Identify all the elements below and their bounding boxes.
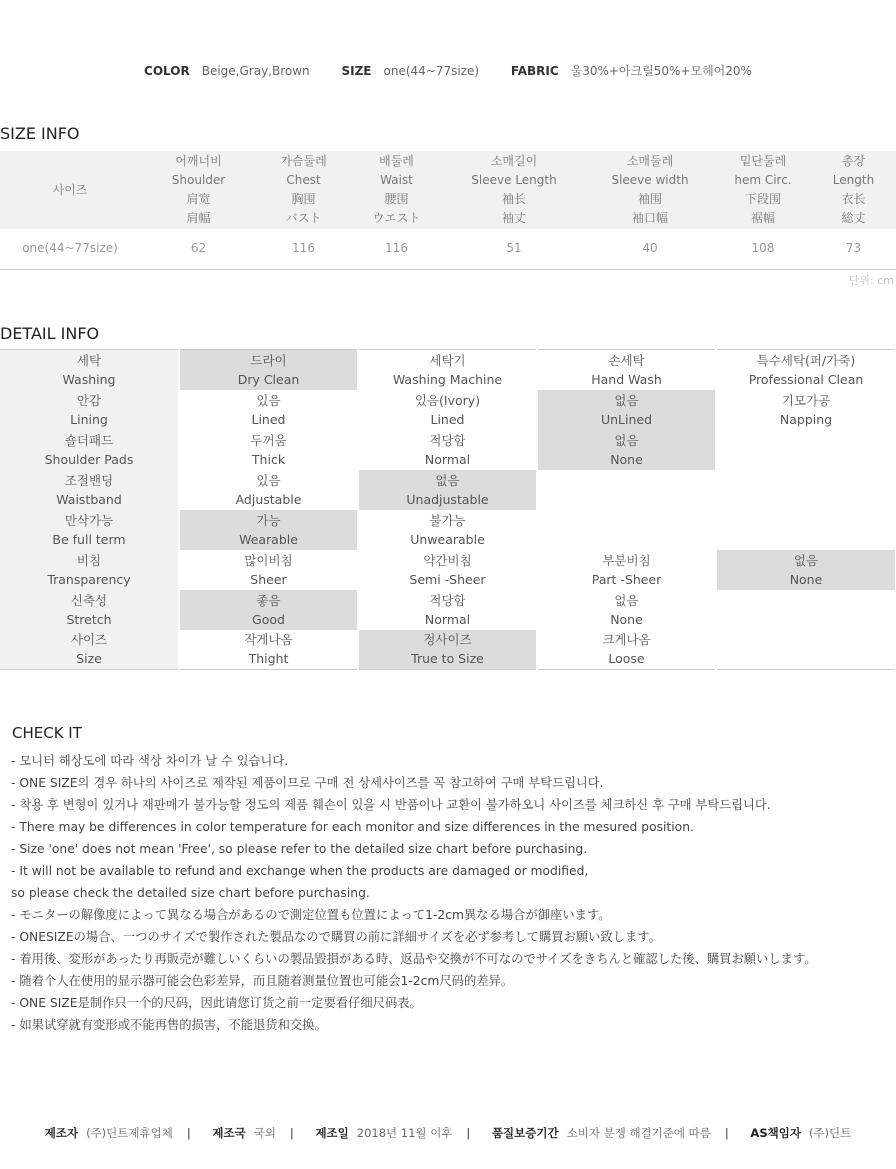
detail-option: 불가능 Unwearable (358, 510, 537, 550)
detail-option: 있음(Ivory) Lined (358, 390, 537, 430)
size-value-cell: 62 (140, 229, 257, 269)
detail-option: 손세탁 Hand Wash (537, 350, 716, 390)
unit-note: 단위: cm (848, 274, 894, 287)
detail-row (0, 470, 896, 510)
detail-option: 부분비침 Part -Sheer (537, 550, 716, 590)
check-it-item: - There may be differences in color temperature for each monitor and size differences in the mesured position. (11, 820, 694, 834)
detail-row (0, 430, 896, 470)
detail-option: 두꺼움 Thick (179, 430, 358, 470)
check-it-item: so please check the detailed size chart before purchasing. (11, 886, 370, 900)
size-value-cell: 40 (585, 229, 715, 269)
detail-option-selected: 가능 Wearable (179, 510, 358, 550)
detail-option: 세탁기 Washing Machine (358, 350, 537, 390)
check-it-title: CHECK IT (12, 724, 82, 742)
size-col-waist: 배둘레 Waist 腰围 ウエスト (350, 151, 443, 229)
check-it-item: - 着用後、変形があったり再販売が難しいくらいの製品毀損がある時、返品や交換が不可なのでサイズをきちんと確認した後、購買お願いします。 (11, 952, 817, 966)
size-value-cell: 108 (715, 229, 811, 269)
detail-row (0, 390, 896, 430)
size-row-header: 사이즈 (0, 151, 140, 229)
detail-option-selected: 드라이 Dry Clean (179, 350, 358, 390)
size-table (0, 151, 896, 270)
size-col-length: 총장 Length 衣长 総丈 (811, 151, 896, 229)
size-col-hem: 밑단둘레 hem Circ. 下段围 裾幅 (715, 151, 811, 229)
detail-option (716, 630, 896, 670)
detail-option (716, 470, 896, 510)
detail-option: 작게나옴 Thight (179, 630, 358, 670)
detail-option (716, 510, 896, 550)
detail-row-header: 조절밴딩 Waistband (0, 470, 179, 510)
detail-info-title: DETAIL INFO (0, 324, 100, 343)
size-value-cell: 116 (350, 229, 443, 269)
color-label: COLOR (144, 64, 190, 78)
check-it-item: - Size 'one' does not mean 'Free', so please refer to the detailed size chart before purchasing. (11, 842, 588, 856)
detail-option (716, 430, 896, 470)
detail-row-header: 신축성 Stretch (0, 590, 179, 630)
detail-option: 있음 Adjustable (179, 470, 358, 510)
footer-separator: | (186, 1126, 191, 1140)
detail-option: 기모가공 Napping (716, 390, 896, 430)
check-it-item: - It will not be available to refund and exchange when the products are damaged or modified, (11, 864, 589, 878)
size-label: SIZE (341, 64, 372, 78)
detail-option (537, 470, 716, 510)
check-it-list (11, 750, 817, 1036)
detail-row-header: 비침 Transparency (0, 550, 179, 590)
footer-separator: | (289, 1126, 294, 1140)
size-col-chest: 가슴둘레 Chest 胸围 バスト (257, 151, 350, 229)
size-value-cell: 116 (257, 229, 350, 269)
detail-row (0, 550, 896, 590)
size-col-sleeve-width: 소매둘레 Sleeve width 袖围 袖口幅 (585, 151, 715, 229)
detail-option-selected: 없음 UnLined (537, 390, 716, 430)
check-it-item: - ONE SIZE是制作只一个的尺码，因此请您订货之前一定要看仔细尺码表。 (11, 996, 422, 1010)
detail-row (0, 630, 896, 670)
warranty-label: 품질보증기간 (491, 1126, 559, 1140)
detail-option-selected: 없음 Unadjustable (358, 470, 537, 510)
detail-row-header: 세탁 Washing (0, 350, 179, 390)
size-col-sleeve-length: 소매길이 Sleeve Length 袖长 袖丈 (443, 151, 585, 229)
detail-option-selected: 정사이즈 True to Size (358, 630, 537, 670)
as-value: (주)딘트 (808, 1126, 852, 1140)
check-it-item: - ONESIZEの場合、一つのサイズで製作された製品なので購買の前に詳細サイズを必ず参考して購買お願い致します。 (11, 930, 661, 944)
detail-row (0, 590, 896, 630)
detail-option: 특수세탁(퍼/가죽) Professional Clean (716, 350, 896, 390)
maker-value: (주)딘트제휴업체 (86, 1126, 173, 1140)
product-summary (0, 62, 896, 79)
detail-row-header: 숄더패드 Shoulder Pads (0, 430, 179, 470)
fabric-value: 울30%+아크릴50%+모헤어20% (570, 64, 752, 78)
size-table-header (0, 151, 896, 229)
product-footer (0, 1125, 896, 1141)
check-it-item: - 如果试穿就有变形或不能再售的损害，不能退货和交换。 (11, 1018, 327, 1032)
country-value: 국외 (253, 1126, 276, 1140)
detail-option: 없음 None (537, 590, 716, 630)
detail-table (0, 349, 896, 670)
detail-row (0, 510, 896, 550)
warranty-value: 소비자 분쟁 해결기준에 따름 (566, 1126, 711, 1140)
detail-row (0, 350, 896, 390)
detail-row-header: 안감 Lining (0, 390, 179, 430)
maker-label: 제조자 (44, 1126, 79, 1140)
fabric-label: FABRIC (510, 64, 559, 78)
size-table-row (0, 229, 896, 269)
detail-row-header: 사이즈 Size (0, 630, 179, 670)
color-value: Beige,Gray,Brown (201, 64, 310, 78)
detail-option-selected: 없음 None (537, 430, 716, 470)
detail-row-header: 만삭가능 Be full term (0, 510, 179, 550)
as-label: AS책임자 (750, 1126, 801, 1140)
size-col-shoulder: 어깨너비 Shoulder 肩宽 肩幅 (140, 151, 257, 229)
detail-option (537, 510, 716, 550)
detail-option: 약간비침 Semi -Sheer (358, 550, 537, 590)
footer-separator: | (466, 1126, 471, 1140)
date-label: 제조일 (315, 1126, 349, 1140)
detail-option: 있음 Lined (179, 390, 358, 430)
footer-separator: | (724, 1126, 729, 1140)
detail-option (716, 590, 896, 630)
size-value-cell: 51 (443, 229, 585, 269)
detail-option: 많이비침 Sheer (179, 550, 358, 590)
detail-option-selected: 좋음 Good (179, 590, 358, 630)
check-it-item: - 随着个人在使用的显示器可能会色彩差异，而且随着测量位置也可能会1-2cm尺码的差异。 (11, 974, 514, 988)
size-value: one(44~77size) (383, 64, 480, 78)
size-row-label: one(44~77size) (0, 229, 140, 269)
detail-option-selected: 없음 None (716, 550, 896, 590)
size-value-cell: 73 (811, 229, 896, 269)
detail-option: 적당함 Normal (358, 430, 537, 470)
detail-option: 크게나옴 Loose (537, 630, 716, 670)
date-value: 2018년 11월 이후 (356, 1126, 453, 1140)
detail-option: 적당함 Normal (358, 590, 537, 630)
country-label: 제조국 (212, 1126, 246, 1140)
check-it-item: - モニターの解像度によって異なる場合があるので測定位置も位置によって1-2cm異なる場合が御座います。 (11, 908, 611, 922)
size-info-title: SIZE INFO (0, 124, 80, 143)
check-it-item: - 모니터 해상도에 따라 색상 차이가 날 수 있습니다. (11, 754, 289, 768)
check-it-item: - ONE SIZE의 경우 하나의 사이즈로 제작된 제품이므로 구매 전 상세사이즈를 꼭 참고하여 구매 부탁드립니다. (11, 776, 604, 790)
check-it-item: - 착용 후 변형이 있거나 재판매가 불가능할 정도의 제품 훼손이 있을 시 반품이나 교환이 불가하오니 사이즈를 체크하신 후 구매 부탁드립니다. (11, 798, 771, 812)
